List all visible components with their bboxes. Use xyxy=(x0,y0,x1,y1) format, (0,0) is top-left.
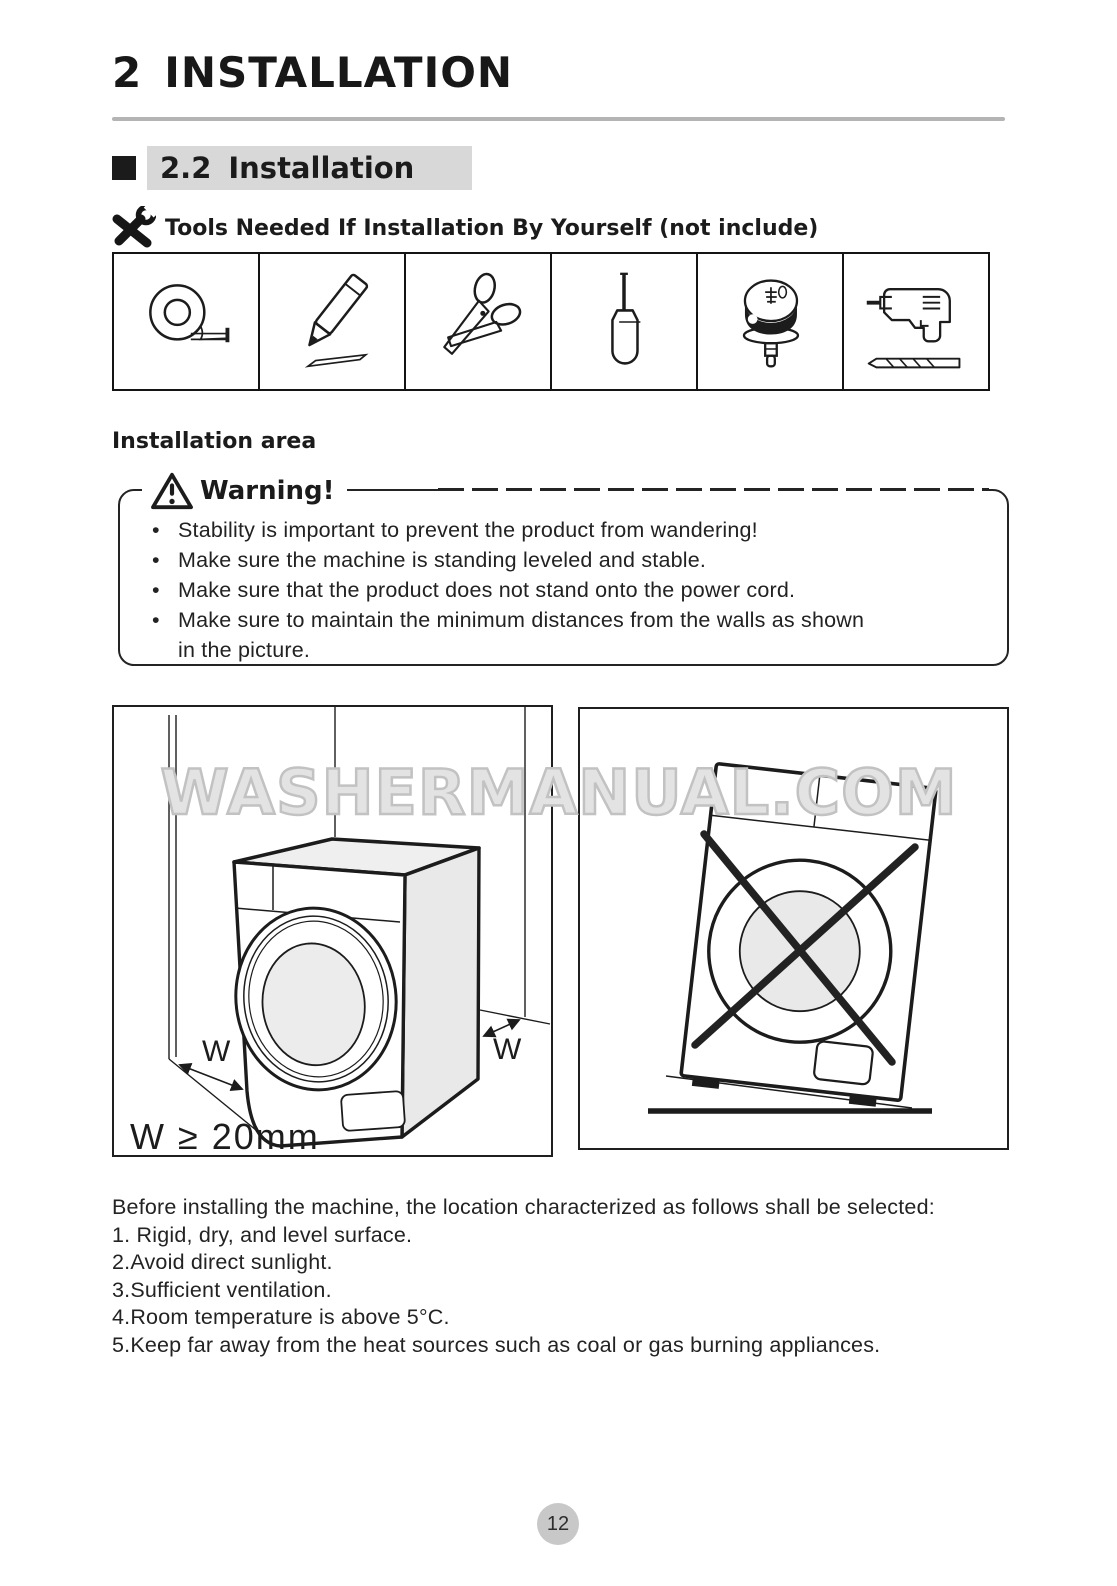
installation-area-heading: Installation area xyxy=(112,429,317,454)
warning-bullet: • Make sure to maintain the minimum distances from the walls as shown in the picture. xyxy=(178,605,878,665)
square-bullet-icon xyxy=(112,156,136,180)
location-intro: Before installing the machine, the location characterized as follows shall be selected: xyxy=(112,1195,935,1219)
tape-measure-icon xyxy=(133,266,239,378)
warning-bullet: • Stability is important to prevent the product from wandering! xyxy=(178,515,878,545)
tool-cell xyxy=(552,254,698,389)
location-item: 5.Keep far away from the heat sources such as coal or gas burning appliances. xyxy=(112,1332,881,1357)
w-label-left: W xyxy=(202,1035,231,1068)
clearance-figure xyxy=(112,705,553,1157)
section-title-text: Installation xyxy=(228,151,415,185)
tools-heading-label: Tools Needed If Installation By Yourself (not include) xyxy=(165,215,819,241)
warning-triangle-icon xyxy=(150,471,194,511)
chapter-number: 2 xyxy=(112,48,143,97)
location-item: 1. Rigid, dry, and level surface. xyxy=(112,1222,413,1247)
screwdriver-icon xyxy=(571,266,677,378)
unstable-placement-figure xyxy=(578,707,1009,1150)
warning-label xyxy=(142,467,347,515)
tool-cell xyxy=(698,254,844,389)
tool-cell xyxy=(406,254,552,389)
crossed-tools-icon xyxy=(110,206,156,250)
clearance-illustration xyxy=(114,707,551,1155)
tool-cell xyxy=(844,254,988,389)
tools-table xyxy=(112,252,990,391)
drill-icon xyxy=(857,266,975,378)
leveling-foot-icon xyxy=(717,266,823,378)
page-number: 12 xyxy=(546,1512,570,1535)
warning-bullet: • Make sure the machine is standing leveled and stable. xyxy=(178,545,878,575)
page-number-badge xyxy=(537,1503,579,1545)
location-item: 4.Room temperature is above 5°C. xyxy=(112,1305,450,1329)
watermark: WASHERMANUAL.COM xyxy=(160,756,958,829)
chapter-title xyxy=(112,48,513,97)
location-requirements xyxy=(112,1194,1007,1359)
w-label-right: W xyxy=(493,1033,522,1066)
warning-bullet-list xyxy=(120,491,1007,665)
tools-heading xyxy=(110,206,818,250)
tool-cell xyxy=(114,254,260,389)
section-heading-highlight xyxy=(147,146,472,190)
location-item: 3.Sufficient ventilation. xyxy=(112,1277,332,1302)
warning-bullet: • Make sure that the product does not stand onto the power cord. xyxy=(178,575,878,605)
warning-title: Warning! xyxy=(200,476,335,506)
unstable-placement-illustration xyxy=(580,709,1007,1148)
chapter-title-text: INSTALLATION xyxy=(164,48,514,97)
warning-dash-rule xyxy=(438,488,989,491)
pencil-icon xyxy=(279,266,385,378)
clearance-caption: W ≥ 20mm xyxy=(130,1116,320,1155)
scissors-icon xyxy=(425,266,531,378)
location-item: 2.Avoid direct sunlight. xyxy=(112,1250,333,1274)
section-number: 2.2 xyxy=(160,151,212,185)
warning-box xyxy=(118,476,1009,666)
tool-cell xyxy=(260,254,406,389)
section-heading xyxy=(112,146,472,190)
title-rule xyxy=(112,117,1005,121)
